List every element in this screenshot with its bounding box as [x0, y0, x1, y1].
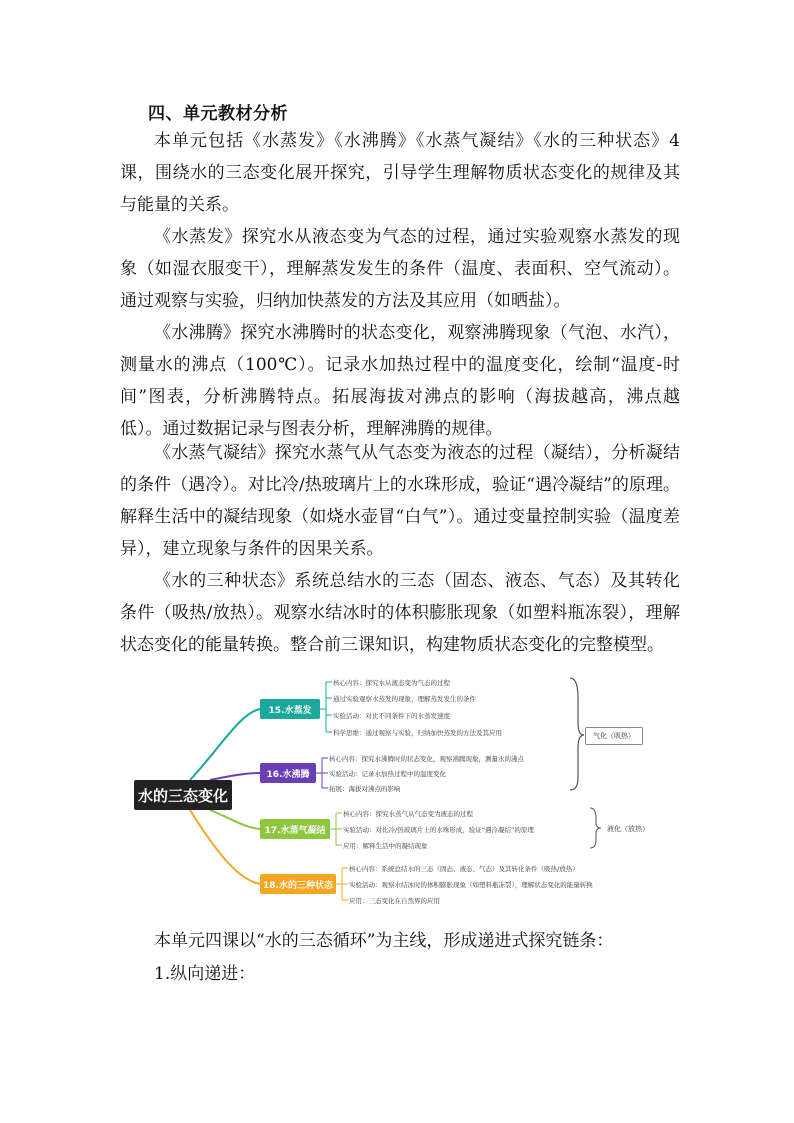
side-label-liquefaction: 液化（放热） — [607, 825, 649, 833]
leaf-15-2: 通过实验观察水蒸发的现象，理解蒸发发生的条件 — [333, 695, 476, 703]
paragraph-summary: 本单元四课以“水的三态循环”为主线，形成递进式探究链条： — [154, 931, 614, 951]
central-topic: 水的三态变化 — [134, 780, 232, 810]
section-heading: 四、单元教材分析 — [148, 104, 288, 124]
list-item-vertical: 1.纵向递进： — [154, 964, 256, 984]
node-lesson-18: 18.水的三种状态 — [260, 874, 336, 894]
node-lesson-15: 15.水蒸发 — [260, 699, 320, 719]
leaf-17-2: 实验活动：对比冷/热玻璃片上的水珠形成，验证“遇冷凝结”的原理 — [343, 826, 534, 834]
leaf-16-2: 实验活动：记录水加热过程中的温度变化 — [329, 770, 446, 778]
leaf-15-3: 实验活动：对比不同条件下的水蒸发速度 — [333, 712, 450, 720]
leaf-15-1: 核心内容：探究水从液态变为气态的过程 — [333, 679, 450, 687]
paragraph-evaporation: 《水蒸发》探究水从液态变为气态的过程，通过实验观察水蒸发的现象（如湿衣服变干），理解蒸发发生的条件（温度、表面积、空气流动）。通过观察与实验，归纳加快蒸发的方法及其应用（如晒盐）。 — [120, 227, 680, 311]
leaf-16-1: 核心内容：探究水沸腾时的状态变化，观察沸腾现象，测量水的沸点 — [329, 755, 524, 763]
leaf-17-1: 核心内容：探究水蒸气从气态变为液态的过程 — [343, 810, 473, 818]
leaf-15-4: 科学思维：通过观察与实验，归纳加快蒸发的方法及其应用 — [333, 729, 502, 737]
paragraph-intro: 本单元包括《水蒸发》《水沸腾》《水蒸气凝结》《水的三种状态》4课，围绕水的三态变化展开探究，引导学生理解物质状态变化的规律及其与能量的关系。 — [120, 131, 680, 215]
paragraph-boiling: 《水沸腾》探究水沸腾时的状态变化，观察沸腾现象（气泡、水汽），测量水的沸点（100℃）。记录水加热过程中的温度变化，绘制“温度-时间”图表，分析沸腾特点。拓展海拔对沸点的影响（海拔越高，沸点越低）。通过数据记录与图表分析，理解沸腾的规律。 — [120, 323, 680, 439]
leaf-18-3: 应用：三态变化在自然界的应用 — [349, 897, 440, 905]
leaf-18-2: 实验活动：观察水结冰时的体积膨胀现象（如塑料瓶冻裂），理解状态变化的能量转换 — [349, 881, 593, 889]
side-label-vaporization: 气化（吸热） — [585, 727, 643, 745]
leaf-16-3: 拓展：海拔对沸点的影响 — [329, 785, 401, 793]
node-lesson-16: 16.水沸腾 — [260, 763, 316, 783]
leaf-18-1: 核心内容：系统总结水的三态（固态、液态、气态）及其转化条件（吸热/放热） — [349, 865, 579, 873]
node-lesson-17: 17.水蒸气凝结 — [260, 819, 330, 839]
paragraph-three-states: 《水的三种状态》系统总结水的三态（固态、液态、气态）及其转化条件（吸热/放热）。观察水结冰时的体积膨胀现象（如塑料瓶冻裂），理解状态变化的能量转换。整合前三课知识，构建物质状态变化的完整模型。 — [120, 571, 680, 655]
paragraph-condensation: 《水蒸气凝结》探究水蒸气从气态变为液态的过程（凝结），分析凝结的条件（遇冷）。对比冷/热玻璃片上的水珠形成，验证“遇冷凝结”的原理。解释生活中的凝结现象（如烧水壶冒“白气”）。通过变量控制实验（温度差异），建立现象与条件的因果关系。 — [120, 443, 680, 559]
leaf-17-3: 应用：解释生活中的凝结现象 — [343, 842, 428, 850]
mind-map — [130, 668, 670, 918]
